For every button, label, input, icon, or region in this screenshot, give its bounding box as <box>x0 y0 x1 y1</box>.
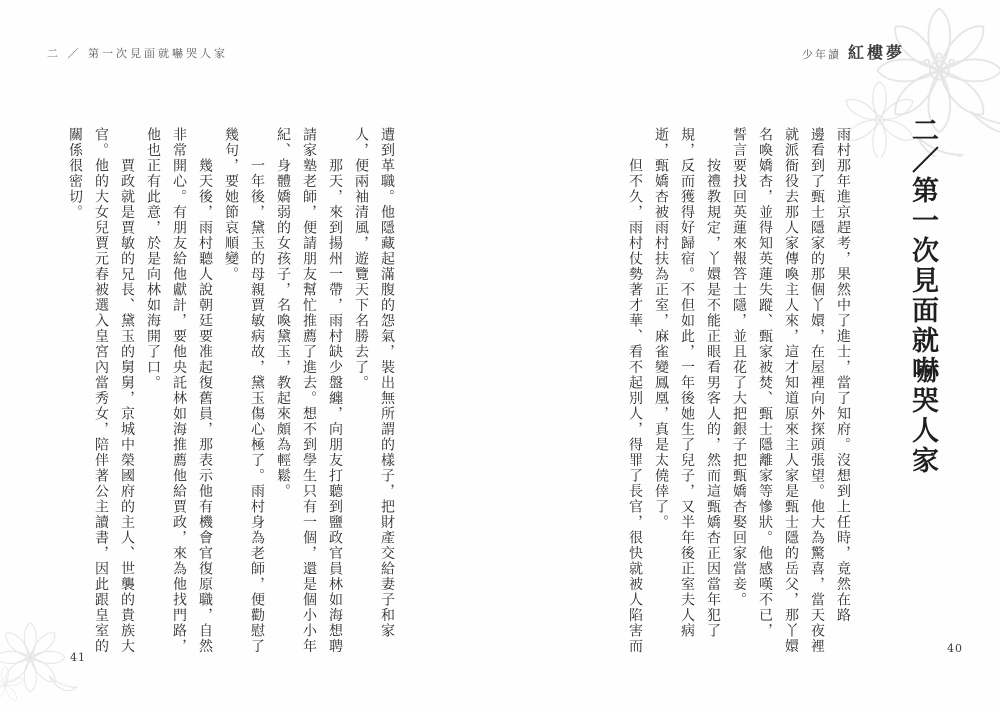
running-header-chapter: 二 ／ 第一次見面就嚇哭人家 <box>47 47 228 60</box>
text-column: 賈政就是賈敏的兄長、黛玉的舅舅，京城中榮國府的主人、世襲的貴族大 <box>119 158 135 654</box>
text-column: 規，反而獲得好歸宿。不但如此，一年後她生了兒子，又半年後正室夫人病 <box>679 127 695 639</box>
text-column: 那天，來到揚州一帶，雨村缺少盤纏，向朋友打聽到鹽政官員林如海想聘 <box>327 158 343 654</box>
text-column: 就派衙役去那人家傳喚主人來，這才知道原來主人家是甄士隱的岳父，那丫嬛 <box>783 127 799 654</box>
text-column: 非常開心。有朋友給他獻計，要他央託林如海推薦他給賈政，來為他找門路， <box>171 127 187 654</box>
series-label: 少年讀 <box>801 48 841 61</box>
text-column: 遭到革職。他隱藏起滿腹的怨氣，裝出無所謂的樣子，把財產交給妻子和家 <box>379 127 395 639</box>
text-column: 一年後，黛玉的母親賈敏病故，黛玉傷心極了。雨村身為老師，便勸慰了 <box>249 158 265 654</box>
text-column: 他也正有此意，於是向林如海開了口。 <box>145 127 161 391</box>
text-column: 名喚嬌杏，並得知英蓮失蹤、甄家被焚、甄士隱離家等慘狀。他感嘆不已， <box>757 127 773 639</box>
page-number-right: 40 <box>947 642 963 655</box>
page-number-left: 41 <box>70 651 86 664</box>
right-page-body-text <box>622 127 856 675</box>
book-title: 紅樓夢 <box>847 43 905 62</box>
left-page-body-text <box>62 127 400 675</box>
text-column: 逝，甄嬌杏被雨村扶為正室，麻雀變鳳凰，真是太僥倖了。 <box>653 127 669 530</box>
text-column: 請家塾老師，便請朋友幫忙推薦了進去。想不到學生只有一個，還是個小小年 <box>301 127 317 654</box>
text-column: 幾句，要她節哀順變。 <box>223 127 239 282</box>
text-column: 紀、身體嬌弱的女孩子，名喚黛玉，教起來頗為輕鬆。 <box>275 127 291 499</box>
text-column: 關係很密切。 <box>67 127 83 220</box>
text-column: 幾天後，雨村聽人說朝廷要准起復舊員，那表示他有機會官復原職，自然 <box>197 158 213 654</box>
chapter-title: 二／第一次見面就嚇哭人家 <box>907 116 938 476</box>
running-header-book <box>802 40 905 63</box>
text-column: 按禮教規定，丫嬛是不能正眼看男客人的，然而這甄嬌杏正因當年犯了 <box>705 158 721 639</box>
text-column: 人，便兩袖清風，遊覽天下名勝去了。 <box>353 127 369 391</box>
text-column: 誓言要找回英蓮來報答士隱，並且花了大把銀子把甄嬌杏娶回家當妾。 <box>731 127 747 608</box>
text-column: 邊看到了甄士隱家的那個丫嬛，在屋裡向外探頭張望。他大為驚喜，當天夜裡 <box>809 127 825 654</box>
text-column: 官。他的大女兒賈元春被選入皇宮內當秀女，陪伴著公主讀書，因此跟皇室的 <box>93 127 109 654</box>
text-column: 但不久，雨村仗勢著才華、看不起別人，得罪了長官，很快就被人陷害而 <box>627 158 643 654</box>
text-column: 雨村那年進京趕考，果然中了進士，當了知府。沒想到上任時，竟然在路 <box>835 127 851 623</box>
